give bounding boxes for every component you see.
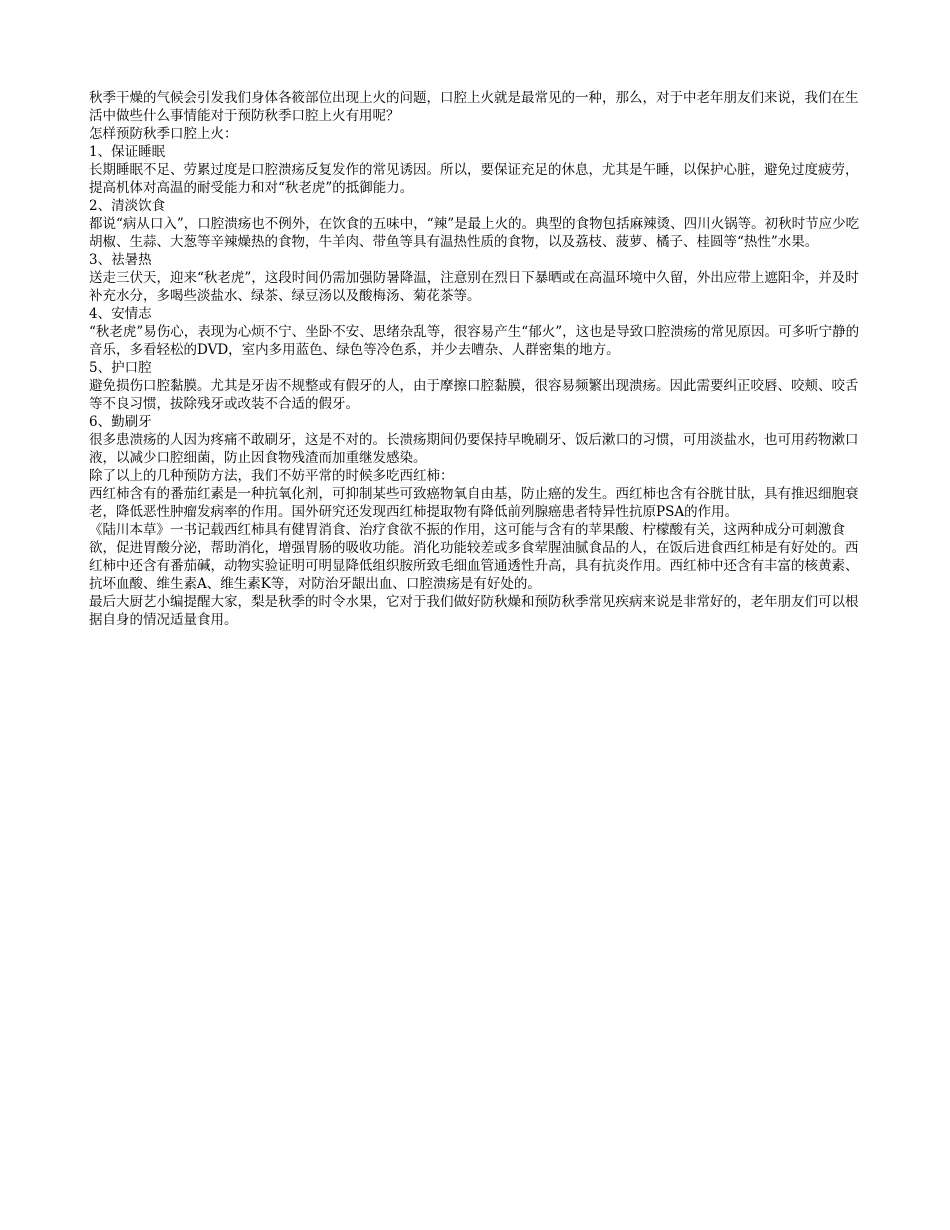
paragraph-diet: 都说“病从口入”，口腔溃疡也不例外，在饮食的五味中，“辣”是最上火的。典型的食物包括麻辣烫、四川火锅等。初秋时节应少吃胡椒、生蒜、大葱等辛辣燥热的食物，牛羊肉、带鱼等具有温热性质的食物，以及荔枝、菠萝、橘子、桂圆等“热性”水果。: [89, 216, 860, 250]
heading-brushing: 6、勤刷牙: [89, 414, 152, 430]
section-intro-heading: 怎样预防秋季口腔上火：: [89, 126, 238, 142]
paragraph-tomato-lycopene: 西红柿含有的番茄红素是一种抗氧化剂，可抑制某些可致癌物氧自由基，防止癌的发生。西红柿也含有谷胱甘肽，具有推迟细胞衰老，降低恶性肿瘤发病率的作用。国外研究还发现西红柿提取物有降低前列腺癌患者特异性抗原PSA的作用。: [89, 486, 859, 520]
tomato-intro: 除了以上的几种预防方法，我们不妨平常的时候多吃西红柿：: [89, 468, 454, 484]
heading-diet: 2、清淡饮食: [89, 198, 166, 214]
paragraph-sleep: 长期睡眠不足、劳累过度是口腔溃疡反复发作的常见诱因。所以，要保证充足的休息，尤其是午睡，以保护心脏，避免过度疲劳，提高机体对高温的耐受能力和对“秋老虎”的抵御能力。: [89, 162, 859, 196]
heading-heat: 3、祛暑热: [89, 252, 152, 268]
heading-sleep: 1、保证睡眠: [89, 144, 166, 160]
heading-mood: 4、安情志: [89, 306, 152, 322]
paragraph-brushing: 很多患溃疡的人因为疼痛不敢刷牙，这是不对的。长溃疡期间仍要保持早晚刷牙、饭后漱口的习惯，可用淡盐水，也可用药物漱口液，以减少口腔细菌，防止因食物残渣而加重继发感染。: [89, 432, 859, 466]
heading-oral-care: 5、护口腔: [89, 360, 152, 376]
paragraph-oral-care: 避免损伤口腔黏膜。尤其是牙齿不规整或有假牙的人，由于摩擦口腔黏膜，很容易频繁出现溃疡。因此需要纠正咬唇、咬颊、咬舌等不良习惯，拔除残牙或改装不合适的假牙。: [89, 378, 859, 412]
article-body: [89, 89, 863, 629]
paragraph-closing: 最后大厨艺小编提醒大家，梨是秋季的时令水果，它对于我们做好防秋燥和预防秋季常见疾病来说是非常好的，老年朋友们可以根据自身的情况适量食用。: [89, 594, 859, 628]
paragraph-heat: 送走三伏天，迎来“秋老虎”，这段时间仍需加强防暑降温，注意别在烈日下暴晒或在高温环境中久留，外出应带上遮阳伞，并及时补充水分，多喝些淡盐水、绿茶、绿豆汤以及酸梅汤、菊花茶等。: [89, 270, 859, 304]
paragraph-mood: “秋老虎”易伤心，表现为心烦不宁、坐卧不安、思绪杂乱等，很容易产生“郁火”，这也是导致口腔溃疡的常见原因。可多听宁静的音乐，多看轻松的DVD，室内多用蓝色、绿色等冷色系，并少去嘈杂、人群密集的地方。: [89, 324, 860, 358]
paragraph-tomato-herbal: 《陆川本草》一书记载西红柿具有健胃消食、治疗食欲不振的作用，这可能与含有的苹果酸、柠檬酸有关，这两种成分可刺激食欲，促进胃酸分泌，帮助消化，增强胃肠的吸收功能。消化功能较差或多食荤腥油腻食品的人，在饭后进食西红柿是有好处的。西红柿中还含有番茄碱，动物实验证明可明显降低组织胺所致毛细血管通透性升高，具有抗炎作用。西红柿中还含有丰富的核黄素、抗坏血酸、维生素A、维生素K等，对防治牙龈出血、口腔溃疡是有好处的。: [89, 522, 859, 592]
intro-paragraph: 秋季干燥的气候会引发我们身体各筱部位出现上火的问题，口腔上火就是最常见的一种，那么，对于中老年朋友们来说，我们在生活中做些什么事情能对于预防秋季口腔上火有用呢？: [89, 90, 859, 124]
